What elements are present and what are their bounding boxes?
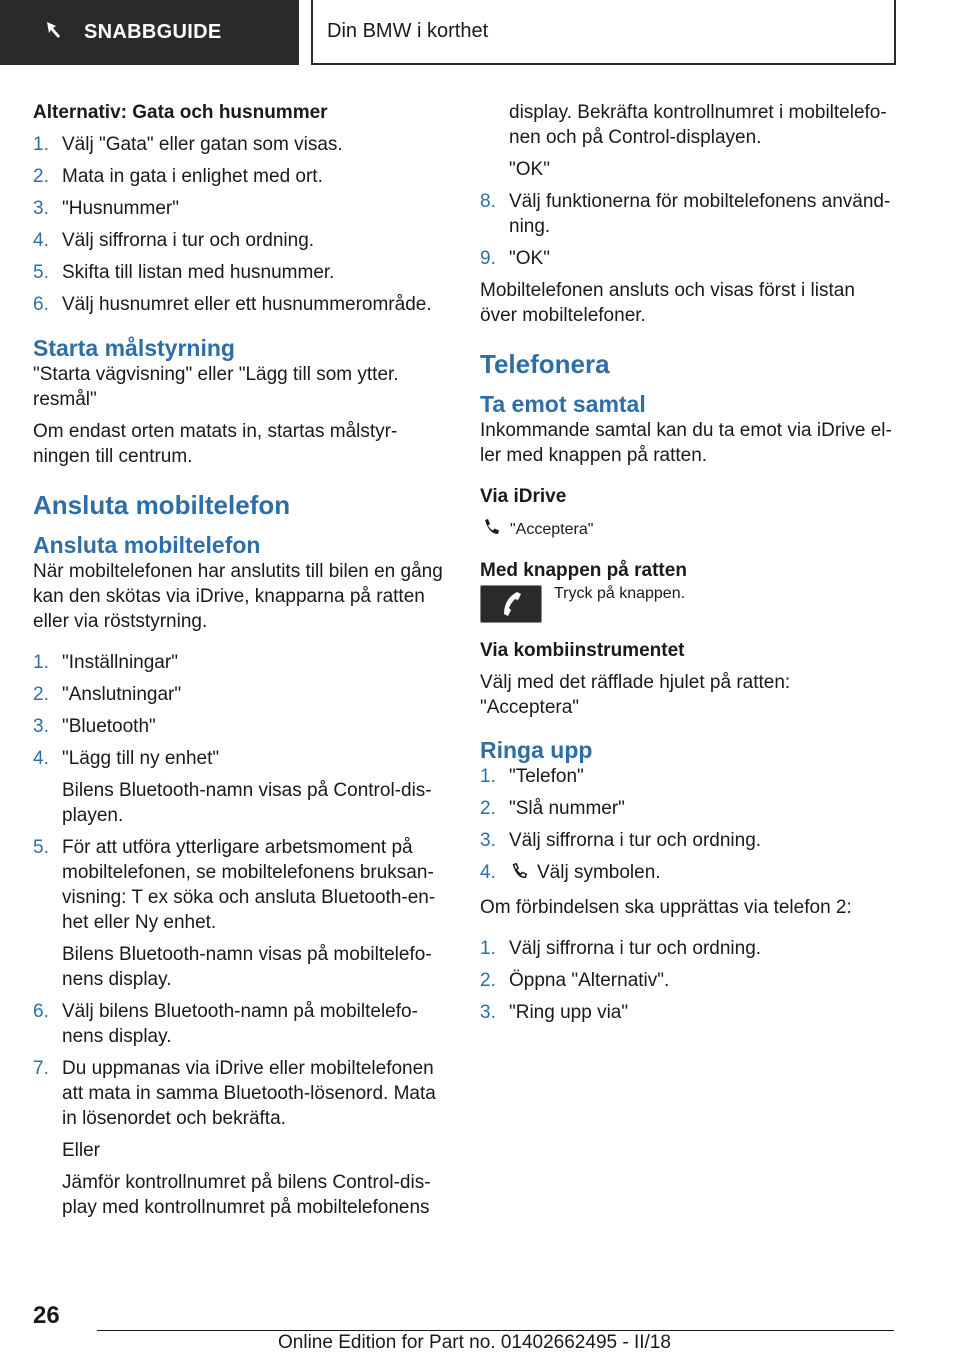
step7-or: Eller: [62, 1140, 101, 1161]
list-item: 4. Välj symbolen.: [480, 860, 892, 888]
list-item: 2. Mata in gata i enlighet med ort.: [33, 166, 323, 187]
header-tab-title-label: Din BMW i korthet: [327, 20, 489, 42]
via-idrive-heading: Via iDrive: [480, 486, 567, 507]
phone-handset-icon: [509, 861, 529, 888]
alt-heading: Alternativ: Gata och husnummer: [33, 102, 328, 123]
continued-text: display. Bekräfta kontrollnumret i mobiltelefonen och på Control-displayen.: [509, 102, 887, 148]
list-item: 6. Välj husnumret eller ett husnummerområde.: [33, 294, 432, 315]
list-item: 4. Välj siffrorna i tur och ordning.: [33, 230, 315, 251]
list-item: 3. "Ring upp via": [480, 1002, 629, 1023]
start-text-2: Om endast orten matats in, startas målstyrningen till centrum.: [33, 421, 398, 467]
left-column: [33, 100, 445, 1227]
list-item: 3. "Husnummer": [33, 198, 179, 219]
list-item: 5. För att utföra ytterligare arbetsmoment på mobiltelefonen, se mobiltelefonens bruksanvisning: T ex söka och ansluta Bluetooth-enhet eller Ny enhet.: [33, 837, 436, 933]
connect-text: När mobiltelefonen har anslutits till bilen en gång kan den skötas via iDrive, knapparna på ratten eller via röststyrning.: [33, 561, 443, 632]
receive-h3: Ta emot samtal: [480, 391, 646, 417]
start-heading: Starta målstyrning: [33, 335, 235, 361]
pointer-icon: [44, 19, 66, 46]
step7-alt: Jämför kontrollnumret på bilens Control-display med kontrollnumret på mobiltelefonens: [62, 1172, 431, 1218]
list-item: 7. Du uppmanas via iDrive eller mobiltelefonen att mata in samma Bluetooth-lösenord. Mata in lösenordet och bekräfta.: [33, 1058, 436, 1129]
connect-steps-list: [33, 650, 445, 771]
list-item: 2. Öppna "Alternativ".: [480, 970, 670, 991]
page-number: 26: [33, 1302, 60, 1329]
alt-steps-list: [33, 132, 445, 317]
list-item: 9. "OK": [480, 248, 550, 269]
accept-row: [480, 516, 892, 543]
list-item: 1. "Telefon": [480, 766, 584, 787]
footer-divider: [97, 1330, 894, 1331]
steering-heading: Med knappen på ratten: [480, 560, 687, 581]
press-button-label: Tryck på knappen.: [554, 585, 686, 602]
list-item: 2. "Anslutningar": [33, 684, 182, 705]
right-column: [480, 100, 892, 1032]
receive-text: Inkommande samtal kan du ta emot via iDrive eller med knappen på ratten.: [480, 420, 892, 466]
list-item: 5. Skifta till listan med husnummer.: [33, 262, 335, 283]
list-item: 1. Välj "Gata" eller gatan som visas.: [33, 134, 343, 155]
phone-handset-icon: [480, 516, 502, 543]
connect-steps-list-cont2: [33, 999, 445, 1131]
list-item: 1. "Inställningar": [33, 652, 178, 673]
connect-h2: Ansluta mobiltelefon: [33, 490, 291, 520]
list-item: 6. Välj bilens Bluetooth-namn på mobiltelefonens display.: [33, 1001, 418, 1047]
step5-note: Bilens Bluetooth-namn visas på mobiltelefonens display.: [62, 944, 432, 990]
connect-steps-list-end: [480, 189, 892, 271]
header-tab-quickguide-label: SNABBGUIDE: [84, 21, 222, 43]
cluster-heading: Via kombiinstrumentet: [480, 640, 685, 661]
list-item: 1. Välj siffrorna i tur och ordning.: [480, 938, 762, 959]
header-tab-title: [311, 0, 896, 65]
list-item: 3. "Bluetooth": [33, 716, 156, 737]
header-tab-quickguide: [0, 0, 299, 65]
list-item: 4. "Lägg till ny enhet": [33, 748, 220, 769]
phone2-steps-list: [480, 936, 892, 1025]
list-item: 3. Välj siffrorna i tur och ordning.: [480, 830, 762, 851]
step4-note: Bilens Bluetooth-namn visas på Control-displayen.: [62, 780, 432, 826]
start-text-1: "Starta vägvisning" eller "Lägg till som ytter. resmål": [33, 364, 399, 410]
connect-result: Mobiltelefonen ansluts och visas först i listan över mobiltelefoner.: [480, 280, 855, 326]
list-item: 8. Välj funktionerna för mobiltelefonens användning.: [480, 191, 891, 237]
list-item: 2. "Slå nummer": [480, 798, 625, 819]
continued-ok: "OK": [509, 159, 550, 180]
accept-label: "Acceptera": [510, 520, 594, 538]
cluster-text: Välj med det räfflade hjulet på ratten: "Acceptera": [480, 672, 791, 718]
phone2-text: Om förbindelsen ska upprättas via telefon 2:: [480, 897, 852, 918]
connect-steps-list-cont: [33, 835, 445, 935]
steering-button-row: [480, 585, 892, 623]
footer-edition: Online Edition for Part no. 01402662495 - II/18: [278, 1332, 671, 1353]
call-steps-list: [480, 764, 892, 888]
phone-button-icon: [480, 585, 542, 623]
call-h3: Ringa upp: [480, 737, 593, 763]
connect-h3: Ansluta mobiltelefon: [33, 532, 261, 558]
phone-h2: Telefonera: [480, 349, 610, 379]
